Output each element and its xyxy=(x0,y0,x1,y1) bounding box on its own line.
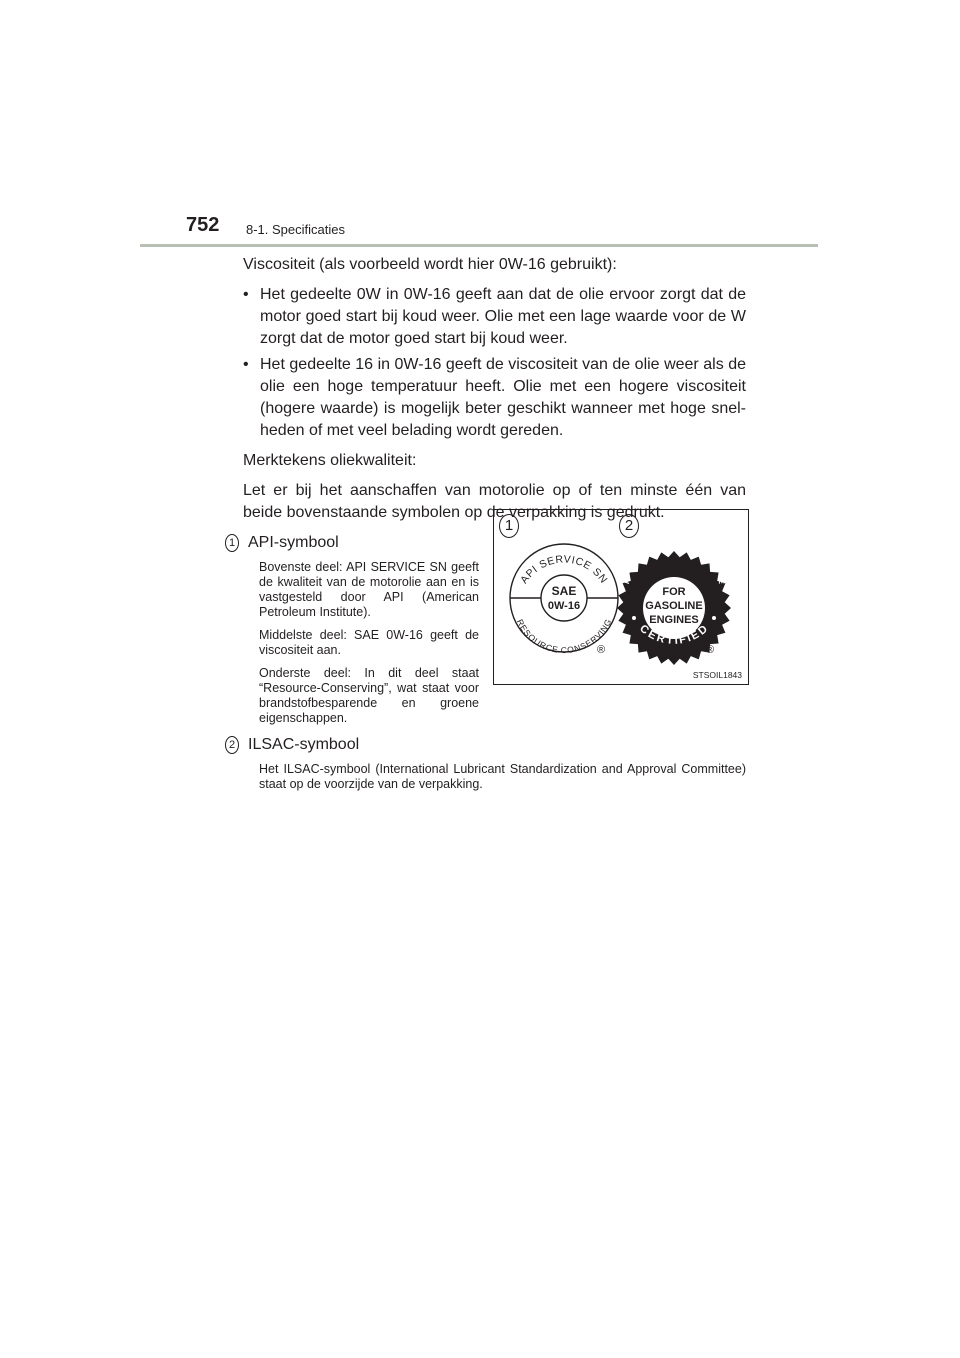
api-heading xyxy=(228,532,479,554)
header-rule xyxy=(140,244,818,247)
page-number: 752 xyxy=(186,214,220,236)
api-sae-text: SAE xyxy=(551,584,577,598)
api-paragraph: Bovenste deel: API SERVICE SN geeft de kwaliteit van de motorolie aan en is vastgesteld door API (American Petroleum Institute). xyxy=(259,560,479,619)
api-donut-icon xyxy=(510,544,618,656)
ilsac-item xyxy=(228,734,746,792)
figure-code: STSOIL1843 xyxy=(692,670,742,680)
ilsac-center-line-3: ENGINES xyxy=(649,614,699,626)
ilsac-starburst-icon xyxy=(617,529,731,665)
api-paragraph: Onderste deel: In dit deel staat “Resource-Conserving”, wat staat voor brandstofbesparende en groene eigenschappen. xyxy=(259,666,479,725)
figure-marker-1: 1 xyxy=(499,514,519,538)
section-title: 8-1. Specificaties xyxy=(246,222,345,237)
number-1-icon: 1 xyxy=(225,534,239,552)
ilsac-center-line-1: FOR xyxy=(662,586,686,598)
api-grade-text: 0W-16 xyxy=(547,600,581,612)
ilsac-paragraph: Het ILSAC-symbool (International Lubricant Standardization and Approval Committee) staat op de voorzijde van de verpakking. xyxy=(259,762,746,791)
api-title: API-symbool xyxy=(248,534,339,551)
oil-symbols-svg xyxy=(494,510,748,684)
api-registered-mark: ® xyxy=(597,644,606,656)
ilsac-heading xyxy=(228,734,746,756)
api-top-text: API SERVICE SN xyxy=(518,553,610,586)
ilsac-center-line-2: GASOLINE xyxy=(645,600,703,612)
number-2-icon: 2 xyxy=(225,736,239,754)
list-item: • Het gedeelte 16 in 0W-16 geeft de viscositeit van de olie weer als de olie een hoge temperatuur heeft. Olie met een hogere viscositeit (hogere waarde) is mogelijk beter geschikt wanneer met hoge snel-heden of met veel belading wordt gereden. xyxy=(243,354,746,442)
oil-symbols-figure xyxy=(493,509,749,685)
figure-marker-2: 2 xyxy=(619,514,639,538)
ilsac-ring-bottom-text: CERTIFIED xyxy=(637,622,711,648)
viscosity-bullets xyxy=(243,284,746,442)
ilsac-registered-mark: ® xyxy=(706,644,715,656)
api-paragraph: Middelste deel: SAE 0W-16 geeft de viscositeit aan. xyxy=(259,628,479,657)
api-bottom-text: RESOURCE CONSERVING xyxy=(514,617,614,656)
api-item xyxy=(228,532,479,726)
marks-body: Let er bij het aanschaffen van motorolie op of ten minste één van beide bovenstaande symbolen op de verpakking is gedrukt. xyxy=(243,482,746,521)
ilsac-title: ILSAC-symbool xyxy=(248,736,360,753)
list-item: • Het gedeelte 0W in 0W-16 geeft aan dat de olie ervoor zorgt dat de motor goed start bij koud weer. Olie met een lage waarde voor de W zorgt dat de motor goed start bij koud weer. xyxy=(243,284,746,350)
viscosity-intro: Viscositeit (als voorbeeld wordt hier 0W-16 gebruikt): xyxy=(243,256,617,273)
marks-title: Merktekens oliekwaliteit: xyxy=(243,452,417,469)
ilsac-ring-top-text: AMERICAN PETROLEUM INSTITUTE xyxy=(621,528,727,585)
